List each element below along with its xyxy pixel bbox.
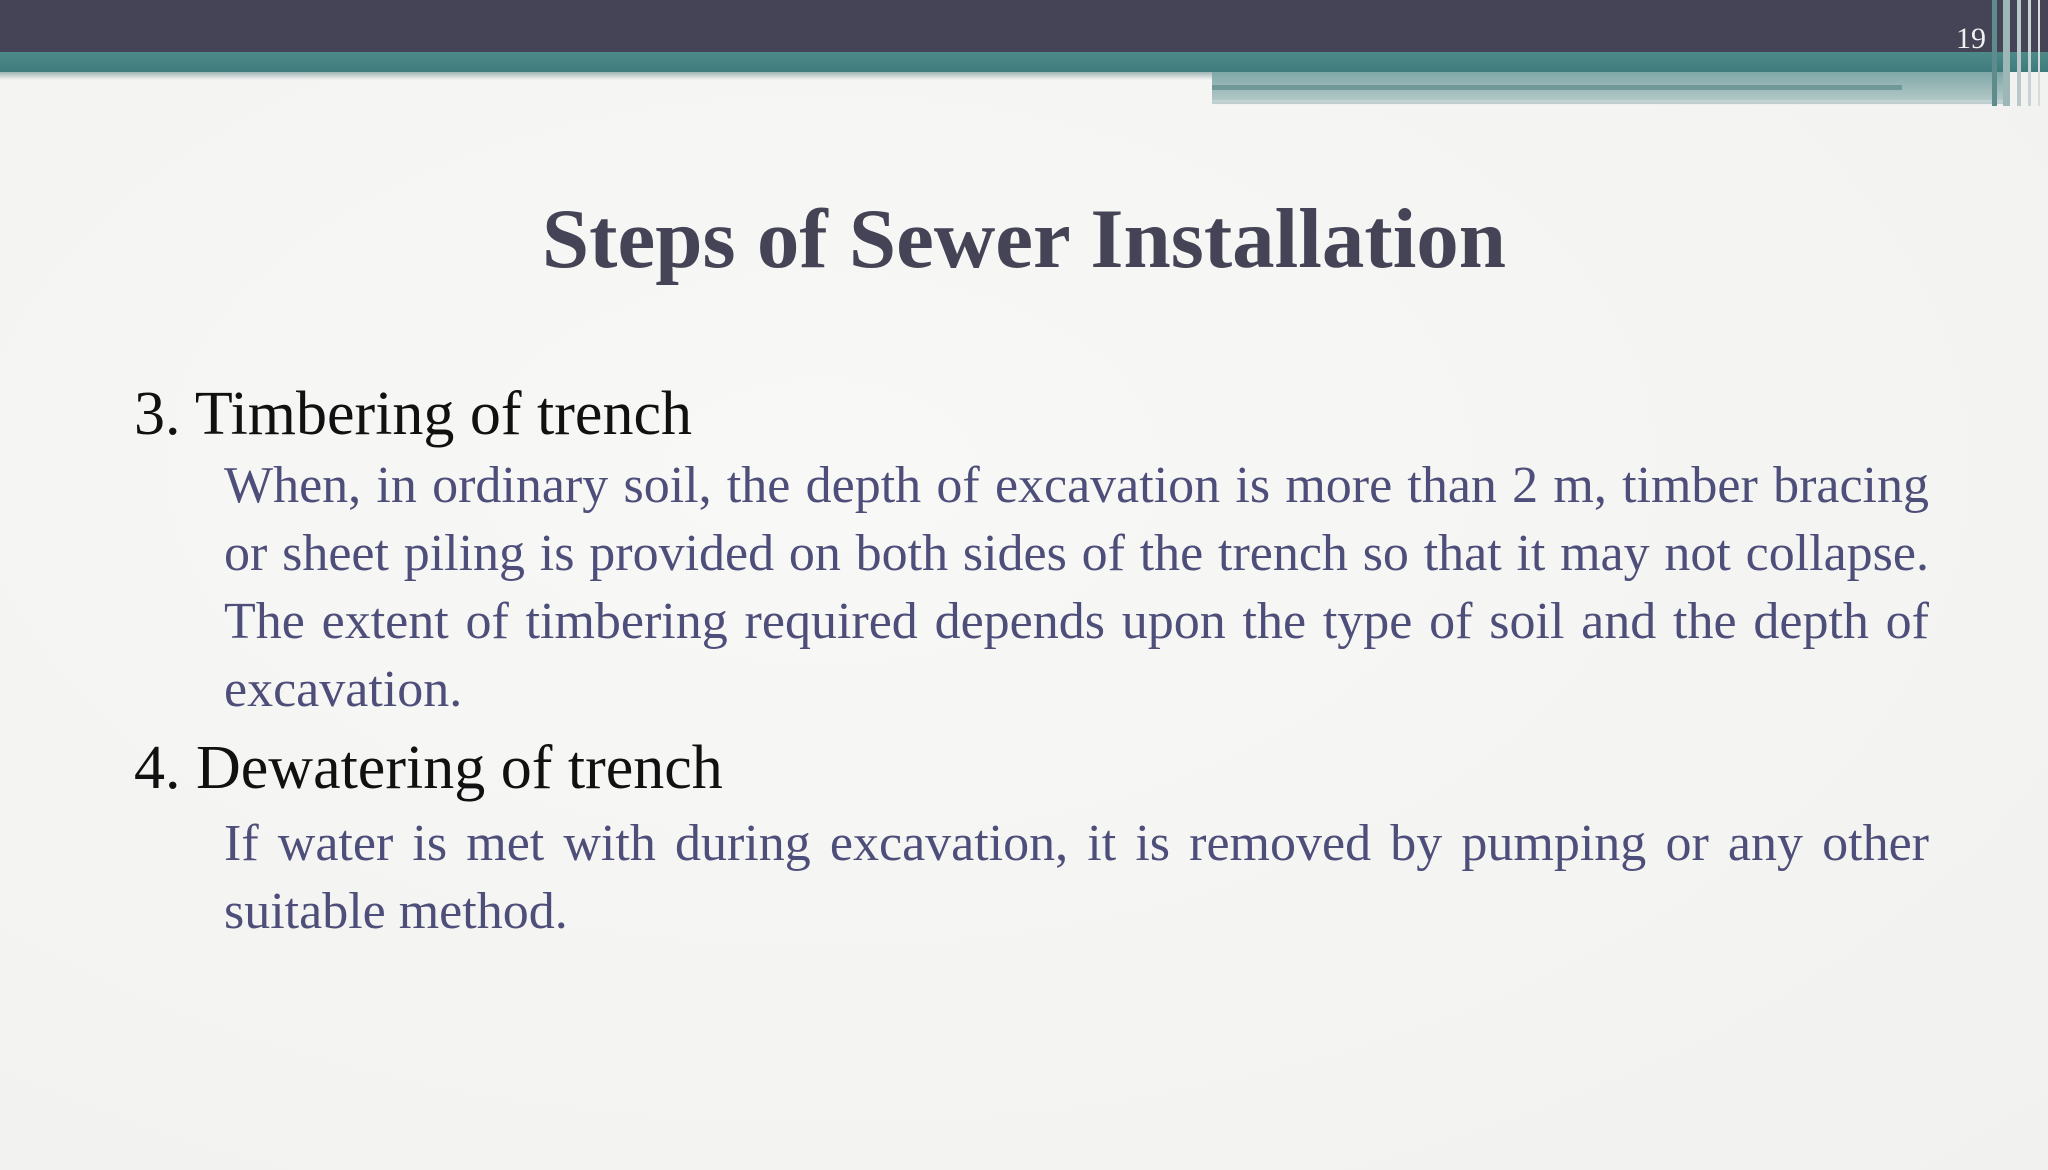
decorative-stripe	[1992, 0, 1997, 106]
slide-content	[134, 376, 1929, 946]
header-shadow	[0, 72, 1215, 80]
header-accent-bar	[0, 52, 2048, 72]
page-number: 19	[1956, 22, 1986, 55]
slide-title: Steps of Sewer Installation	[541, 192, 1507, 286]
header-accent-fade	[1212, 100, 2010, 105]
header-accent-line	[1212, 85, 1902, 90]
header-bar	[0, 0, 2048, 52]
decorative-stripe	[2017, 0, 2021, 106]
section-text: If water is met with during excavation, it is removed by pumping or any other suitable method.	[224, 815, 1929, 940]
section-heading: 4. Dewatering of trench	[134, 734, 723, 802]
section-text: When, in ordinary soil, the depth of excavation is more than 2 m, timber bracing or sheet piling is provided on both sides of the trench so that it may not collapse. The extent of timbering required depends upon the type of soil and the depth of excavation.	[224, 457, 1929, 718]
decorative-stripe	[2028, 0, 2031, 106]
section-heading: 3. Timbering of trench	[134, 380, 692, 448]
decorative-stripe	[2003, 0, 2010, 106]
decorative-stripe	[2038, 0, 2040, 106]
